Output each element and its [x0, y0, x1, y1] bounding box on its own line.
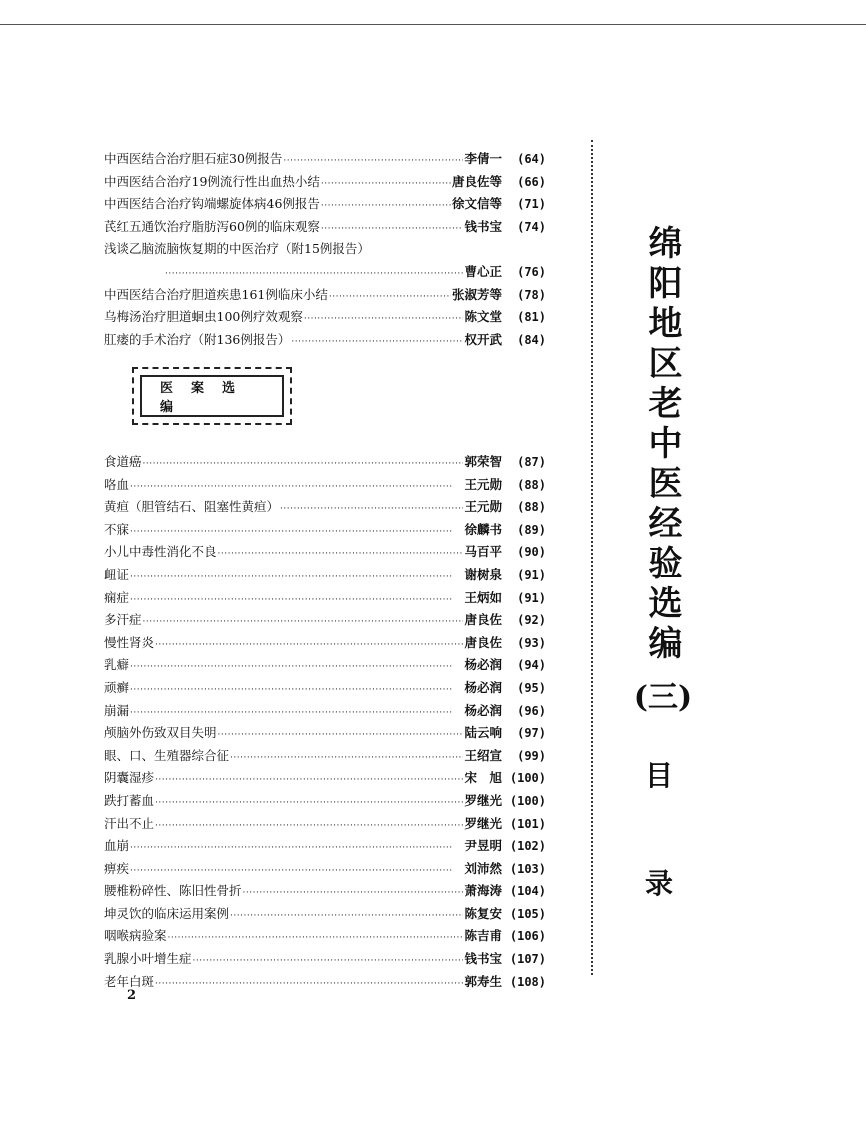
- leader-dots: [283, 150, 463, 173]
- entry-page: (84): [517, 332, 546, 347]
- toc-entry: [104, 925, 546, 948]
- toc-entry: [104, 609, 546, 632]
- toc-entry: [104, 306, 546, 329]
- entry-title: 咯血: [104, 476, 130, 492]
- leader-dots: [155, 973, 463, 996]
- entry-page: (105): [509, 906, 546, 921]
- entry-author: 刘沛然: [464, 860, 502, 876]
- entry-author: 钱书宝: [464, 218, 502, 234]
- leader-dots: [304, 308, 464, 331]
- leader-dots: [155, 792, 463, 815]
- entry-page: (94): [517, 658, 546, 673]
- entry-title: 眼、口、生殖器综合征: [104, 747, 230, 763]
- leader-dots: [130, 860, 463, 883]
- toc-entry: [104, 519, 546, 542]
- entry-title: 阴囊湿疹: [104, 770, 155, 786]
- entry-page: (81): [517, 310, 546, 325]
- toc-entry: [104, 564, 546, 587]
- leader-dots: [130, 837, 463, 860]
- entry-author: 罗继光: [464, 792, 502, 808]
- entry-author: 郭寿生: [464, 973, 502, 989]
- entry-title: 衄证: [104, 566, 130, 582]
- entry-title: 芪红五通饮治疗脂肪泻60例的临床观察: [104, 218, 320, 234]
- leader-dots: [280, 498, 463, 521]
- entry-author: 徐麟书: [464, 521, 502, 537]
- entry-author: 王元勋: [464, 499, 502, 515]
- entry-author: 萧海涛: [464, 883, 502, 899]
- toc-entry: [104, 587, 546, 610]
- toc-entry: [104, 700, 546, 723]
- entry-page: (99): [517, 748, 546, 763]
- leader-dots: [155, 634, 463, 657]
- leader-dots: [291, 331, 463, 354]
- entry-author: 唐良佐: [464, 634, 502, 650]
- entry-title: 崩漏: [104, 702, 130, 718]
- entry-author: 陈吉甫: [464, 928, 502, 944]
- entry-page: (95): [517, 680, 546, 695]
- leader-dots: [155, 769, 463, 792]
- entry-author: 张淑芳等: [451, 286, 502, 302]
- entry-author: 唐良佐等: [451, 173, 502, 189]
- leader-dots: [193, 950, 464, 973]
- entry-author: 陈文堂: [464, 309, 502, 325]
- entry-page: (106): [509, 929, 546, 944]
- entry-page: (78): [517, 287, 546, 302]
- entry-page: (104): [509, 884, 546, 899]
- toc-entry: [104, 858, 546, 881]
- entry-author: 郭荣智: [464, 454, 502, 469]
- toc-entry: [104, 813, 546, 836]
- entry-page: (93): [517, 635, 546, 650]
- entry-author: 杨必润: [464, 679, 502, 695]
- contents-label-1: 目: [645, 759, 674, 792]
- entry-page: (88): [517, 477, 546, 492]
- entry-title: 中西医结合治疗19例流行性出血热小结: [104, 173, 320, 189]
- toc-entry: [104, 677, 546, 700]
- entry-title: 中西医结合治疗钩端螺旋体病46例报告: [104, 196, 320, 212]
- entry-title: 慢性肾炎: [104, 634, 155, 650]
- entry-page: (71): [517, 197, 546, 212]
- toc-entry: [104, 238, 546, 261]
- leader-dots: [130, 589, 463, 612]
- entry-title: 肛瘘的手术治疗（附136例报告）: [104, 331, 291, 347]
- entry-title: 乳癖: [104, 657, 130, 673]
- entry-title: 中西医结合治疗胆道疾患161例临床小结: [104, 286, 328, 302]
- entry-author: 罗继光: [464, 815, 502, 831]
- entry-author: 宋 旭: [464, 770, 502, 786]
- toc-entry: [104, 193, 546, 216]
- leader-dots: [218, 724, 464, 747]
- toc-section-2: [104, 451, 546, 993]
- leader-dots: [230, 905, 463, 928]
- toc-entry: [104, 496, 546, 519]
- entry-author: 马百平: [464, 544, 502, 560]
- toc-entry: [104, 216, 546, 239]
- toc-entry: [104, 903, 546, 926]
- toc-entry: [104, 948, 546, 971]
- toc-entry: [104, 632, 546, 655]
- leader-dots: [321, 173, 451, 196]
- leader-dots: [143, 453, 464, 476]
- entry-title: 颅脑外伤致双目失明: [104, 725, 217, 741]
- toc-entry-continuation: [104, 261, 546, 284]
- leader-dots: [321, 195, 451, 218]
- entry-page: (66): [517, 174, 546, 189]
- vertical-divider: [591, 140, 593, 975]
- entry-page: (108): [509, 974, 546, 989]
- entry-page: (87): [517, 455, 546, 469]
- entry-page: (76): [517, 264, 546, 279]
- leader-dots: [321, 218, 464, 241]
- toc-entry: [104, 790, 546, 813]
- entry-page: (64): [517, 152, 546, 166]
- entry-page: (89): [517, 522, 546, 537]
- entry-author: 王绍宣: [464, 747, 502, 763]
- entry-title: 跌打蓄血: [104, 792, 155, 808]
- entry-page: (107): [509, 952, 546, 967]
- entry-title: 顽癣: [104, 679, 130, 695]
- page-number: 2: [127, 988, 137, 1003]
- entry-page: (100): [509, 793, 546, 808]
- entry-author: 王元勋: [464, 476, 502, 492]
- entry-page: (103): [509, 861, 546, 876]
- toc-entry: [104, 835, 546, 858]
- entry-title: 不寐: [104, 521, 130, 537]
- leader-dots: [130, 566, 463, 589]
- entry-author: 杨必润: [464, 702, 502, 718]
- toc-entry: [104, 971, 546, 994]
- toc-entry: [104, 654, 546, 677]
- leader-dots: [143, 611, 464, 634]
- entry-author: 尹昱明: [464, 838, 502, 854]
- entry-title: 乳腺小叶增生症: [104, 951, 192, 967]
- toc-entry: [104, 171, 546, 194]
- entry-author: 李倩一: [464, 151, 502, 166]
- leader-dots: [130, 476, 463, 499]
- toc-entry: [104, 474, 546, 497]
- entry-author: 权开武: [464, 331, 502, 347]
- entry-author: 徐文信等: [451, 196, 502, 212]
- leader-dots: [165, 263, 463, 286]
- book-title: 绵阳地区老中医经验选编: [642, 224, 682, 665]
- entry-title: 腰椎粉碎性、陈旧性骨折: [104, 883, 242, 899]
- entry-title: 痫症: [104, 589, 130, 605]
- entry-title: 食道癌: [104, 454, 142, 469]
- entry-title: 汗出不止: [104, 815, 155, 831]
- leader-dots: [168, 927, 464, 950]
- entry-page: (96): [517, 703, 546, 718]
- leader-dots: [130, 521, 463, 544]
- entry-page: (100): [509, 771, 546, 786]
- toc-entry: [104, 541, 546, 564]
- entry-title: 浅谈乙脑流脑恢复期的中医治疗（附15例报告）: [104, 241, 370, 257]
- entry-page: (102): [509, 839, 546, 854]
- entry-page: (101): [509, 816, 546, 831]
- section-heading: 医案选编: [140, 375, 284, 417]
- volume-label: (三): [633, 680, 693, 715]
- entry-title: 老年白斑: [104, 973, 155, 989]
- toc-section-1: [104, 148, 546, 351]
- entry-page: (90): [517, 545, 546, 560]
- entry-page: (92): [517, 613, 546, 628]
- entry-author: 钱书宝: [464, 951, 502, 967]
- entry-title: 中西医结合治疗胆石症30例报告: [104, 151, 283, 166]
- toc-entry: [104, 451, 546, 474]
- leader-dots: [130, 679, 463, 702]
- entry-author: 唐良佐: [464, 612, 502, 628]
- toc-entry: [104, 722, 546, 745]
- top-rule: [0, 24, 866, 25]
- entry-title: 多汗症: [104, 612, 142, 628]
- entry-title: 咽喉病验案: [104, 928, 167, 944]
- entry-page: (74): [517, 219, 546, 234]
- entry-title: 黄疸（胆管结石、阻塞性黄疸）: [104, 499, 280, 515]
- leader-dots: [230, 747, 463, 770]
- toc-entry: [104, 745, 546, 768]
- leader-dots: [130, 702, 463, 725]
- section-heading-box: [132, 367, 292, 425]
- toc-entry: [104, 329, 546, 352]
- leader-dots: [329, 286, 451, 309]
- entry-page: (97): [517, 726, 546, 741]
- toc-entry: [104, 148, 546, 171]
- leader-dots: [218, 543, 464, 566]
- entry-title: 痹疾: [104, 860, 130, 876]
- leader-dots: [155, 815, 463, 838]
- leader-dots: [243, 882, 464, 905]
- entry-page: (91): [517, 567, 546, 582]
- entry-title: 乌梅汤治疗胆道蛔虫100例疗效观察: [104, 309, 303, 325]
- entry-page: (88): [517, 500, 546, 515]
- entry-author: 陆云响: [464, 725, 502, 741]
- entry-author: 曹心正: [464, 263, 502, 279]
- entry-title: 小儿中毒性消化不良: [104, 544, 217, 560]
- contents-label-2: 录: [645, 867, 674, 900]
- toc-entry: [104, 284, 546, 307]
- entry-author: 王炳如: [464, 589, 502, 605]
- toc-entry: [104, 880, 546, 903]
- entry-title: 坤灵饮的临床运用案例: [104, 905, 230, 921]
- entry-author: 谢树泉: [464, 566, 502, 582]
- entry-author: 杨必润: [464, 657, 502, 673]
- entry-author: 陈复安: [464, 905, 502, 921]
- entry-title: 血崩: [104, 838, 130, 854]
- toc-entry: [104, 767, 546, 790]
- entry-page: (91): [517, 590, 546, 605]
- leader-dots: [130, 656, 463, 679]
